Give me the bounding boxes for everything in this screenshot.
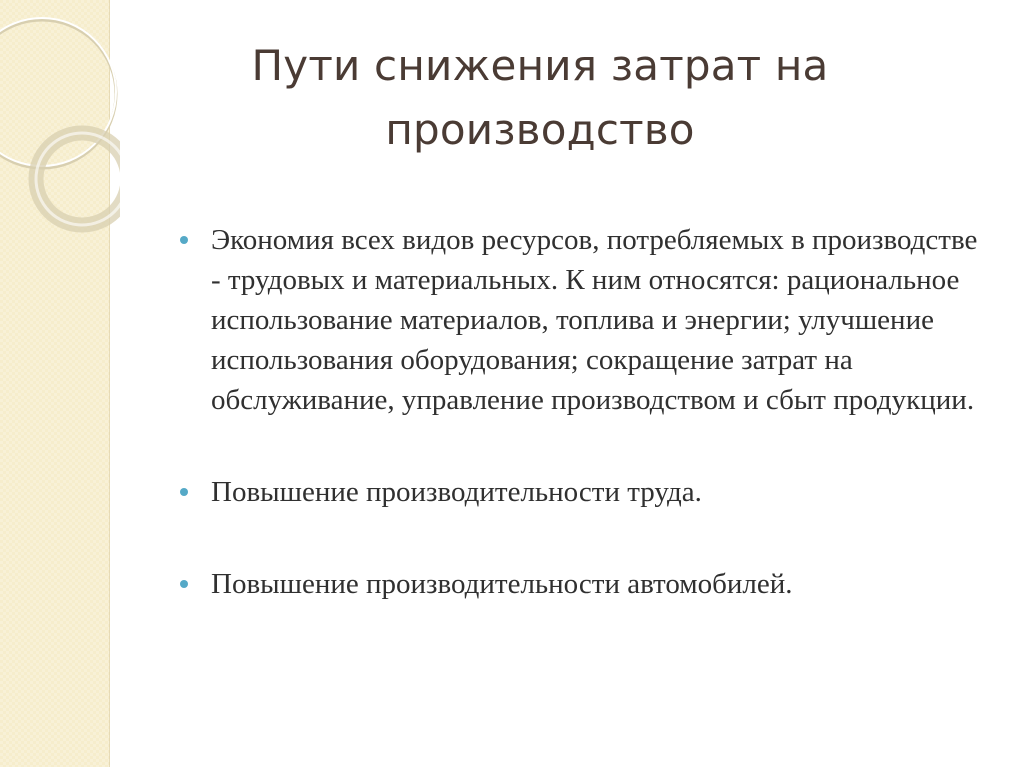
slide-title: Пути снижения затрат на производство xyxy=(251,41,829,154)
bullet-item-vehicle-productivity xyxy=(180,564,980,604)
bullet-dot-icon xyxy=(180,580,188,588)
bullet-dot-icon xyxy=(180,488,188,496)
bullet-text: Экономия всех видов ресурсов, потребляемых в производстве - трудовых и материальных. К ним относятся: рациональное использование материалов, топлива и энергии; улучшение использования оборудования; сокращение затрат на обслуживание, управление производством и сбыт продукции. xyxy=(211,224,978,416)
bullet-list xyxy=(180,220,980,604)
bullet-item-resource-economy xyxy=(180,220,980,420)
bullet-item-labor-productivity xyxy=(180,472,980,512)
decorative-left-panel xyxy=(0,0,110,767)
bullet-text: Повышение производительности труда. xyxy=(211,476,702,508)
bullet-dot-icon xyxy=(180,236,188,244)
bullet-text: Повышение производительности автомобилей. xyxy=(211,568,793,600)
